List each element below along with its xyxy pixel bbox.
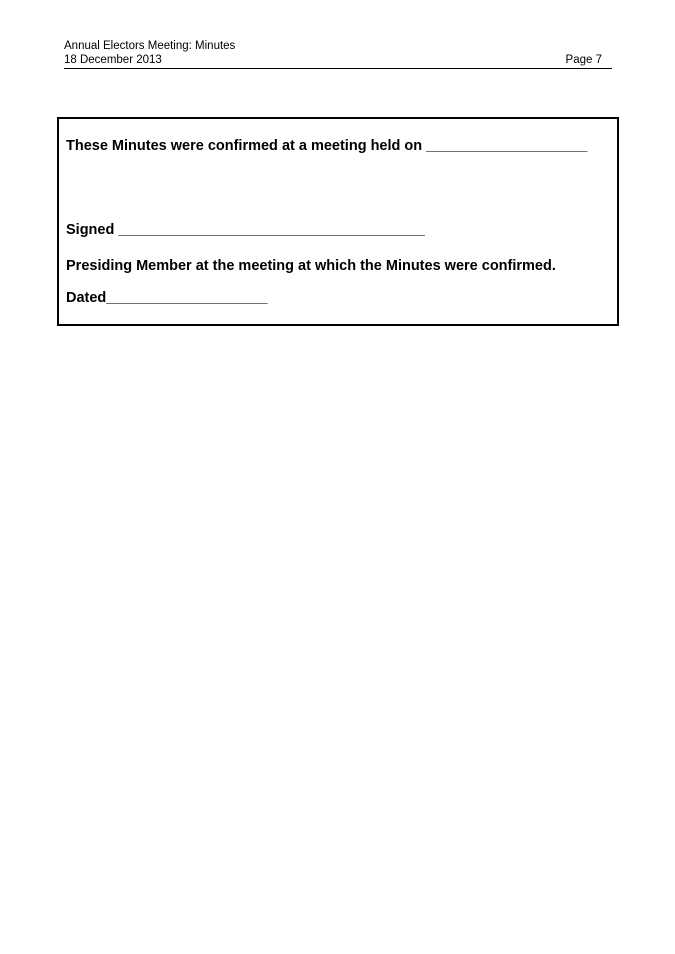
confirmed-date-line: These Minutes were confirmed at a meeting held on ____________________ bbox=[66, 138, 588, 154]
signature-line: Signed ______________________________________ bbox=[66, 222, 425, 238]
confirmation-box bbox=[57, 117, 619, 326]
meeting-date: 18 December 2013 bbox=[64, 53, 162, 66]
page-header bbox=[64, 40, 612, 69]
dated-line: Dated____________________ bbox=[66, 290, 268, 306]
page-number: Page 7 bbox=[565, 53, 602, 66]
presiding-member-caption: Presiding Member at the meeting at which the Minutes were confirmed. bbox=[66, 258, 556, 274]
document-title: Annual Electors Meeting: Minutes bbox=[64, 40, 236, 52]
header-date-row bbox=[64, 54, 612, 68]
